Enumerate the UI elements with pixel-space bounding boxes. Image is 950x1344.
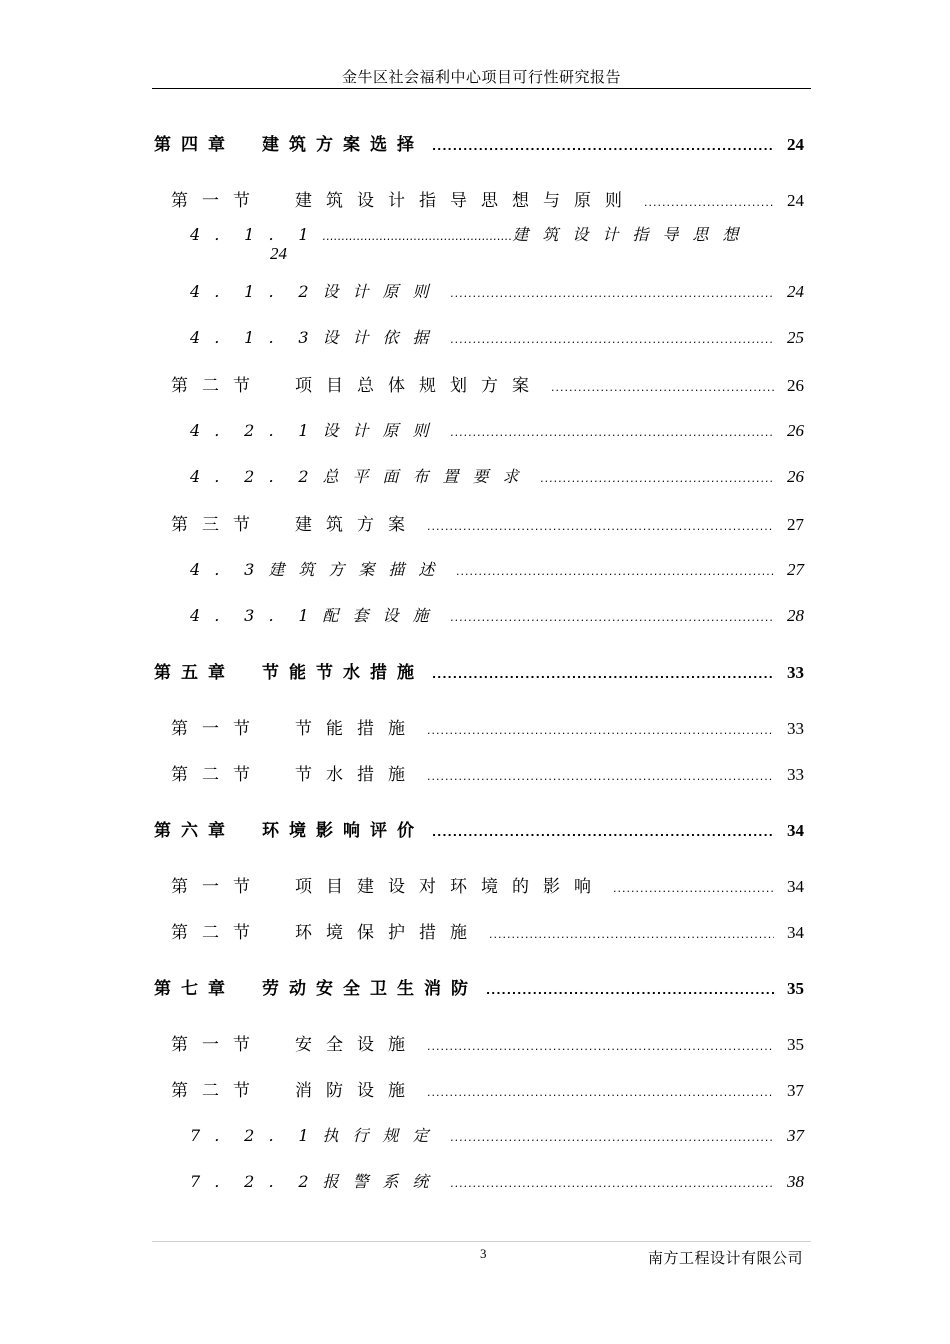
toc-page: 27 <box>787 560 804 579</box>
dot-leader <box>551 381 774 394</box>
toc-sub-7-2-2[interactable] <box>190 1169 804 1192</box>
toc-label: 第一节 建筑设计指导思想与原则 <box>171 191 636 211</box>
dot-leader <box>644 196 774 209</box>
footer-rule <box>152 1241 811 1242</box>
toc-section-7-2[interactable] <box>171 1076 804 1101</box>
toc-section-7-1[interactable] <box>171 1030 804 1055</box>
toc-label: 7．2．2报警系统 <box>190 1172 443 1191</box>
dot-leader <box>427 1040 774 1053</box>
page-header-title: 金牛区社会福利中心项目可行性研究报告 <box>341 68 621 86</box>
dot-leader <box>427 1086 774 1099</box>
toc-page: 33 <box>787 765 804 784</box>
toc-page: 34 <box>787 877 804 896</box>
toc-page: 35 <box>787 1035 804 1054</box>
toc-section-4-3[interactable] <box>171 510 804 535</box>
toc-chapter-6[interactable] <box>154 816 804 841</box>
toc-sub-4-2-1[interactable] <box>190 418 804 441</box>
page-number: 3 <box>480 1246 487 1261</box>
toc-number: 4．1．1 <box>190 225 323 244</box>
toc-label: 第五章 节能节水措施 <box>154 663 424 683</box>
toc-label: 第一节 安全设施 <box>171 1035 419 1055</box>
toc-page: 24 <box>270 244 287 263</box>
toc-page: 37 <box>787 1081 804 1100</box>
dot-leader <box>451 1177 774 1190</box>
dot-leader <box>432 140 774 153</box>
toc-page: 34 <box>787 821 804 840</box>
toc-page: 25 <box>787 328 804 347</box>
toc-sub-4-1-3[interactable] <box>190 325 804 348</box>
toc-label: 第二节 环境保护措施 <box>171 923 481 943</box>
dot-leader <box>613 882 774 895</box>
toc-label: 第二节 项目总体规划方案 <box>171 376 543 396</box>
dot-leader <box>541 472 774 485</box>
dot-leader <box>451 426 774 439</box>
toc-section-6-1[interactable] <box>171 872 804 897</box>
toc-page: 38 <box>787 1172 804 1191</box>
toc-label: 4．3建筑方案描述 <box>190 560 449 579</box>
dot-leader <box>451 287 774 300</box>
toc-page: 24 <box>787 135 804 154</box>
toc-label: 第七章 劳动安全卫生消防 <box>154 979 478 999</box>
toc-page: 26 <box>787 421 804 440</box>
toc-label: 第三节 建筑方案 <box>171 515 419 535</box>
toc-label: 4．3．1配套设施 <box>190 606 443 625</box>
dot-leader: .................................................. <box>322 230 513 243</box>
toc-page: 34 <box>787 923 804 942</box>
toc-label: 第一节 项目建设对环境的影响 <box>171 877 605 897</box>
company-name: 南方工程设计有限公司 <box>648 1249 804 1267</box>
toc-sub-4-2-2[interactable] <box>190 464 804 487</box>
dot-leader <box>489 928 774 941</box>
toc-page: 33 <box>787 719 804 738</box>
toc-page: 33 <box>787 663 804 682</box>
toc-label: 第六章 环境影响评价 <box>154 821 424 841</box>
toc-label: 4．2．1设计原则 <box>190 421 443 440</box>
toc-chapter-5[interactable] <box>154 658 804 683</box>
dot-leader <box>451 333 774 346</box>
toc-sub-4-1-2[interactable] <box>190 279 804 302</box>
toc-section-6-2[interactable] <box>171 918 804 943</box>
toc-page: 24 <box>787 282 804 301</box>
toc-section-5-1[interactable] <box>171 714 804 739</box>
toc-label: 第一节 节能措施 <box>171 719 419 739</box>
toc-section-4-1[interactable] <box>171 186 804 211</box>
dot-leader <box>451 611 774 624</box>
toc-section-5-2[interactable] <box>171 760 804 785</box>
dot-leader <box>486 984 774 997</box>
dot-leader <box>456 565 774 578</box>
toc-chapter-7[interactable] <box>154 974 804 999</box>
toc-label: 4．1．2设计原则 <box>190 282 443 301</box>
toc-page: 28 <box>787 606 804 625</box>
toc-label: 4．1．3设计依据 <box>190 328 443 347</box>
dot-leader <box>432 826 774 839</box>
toc-page: 24 <box>787 191 804 210</box>
toc-chapter-4[interactable] <box>154 130 804 155</box>
dot-leader <box>427 770 774 783</box>
toc-label: 7．2．1执行规定 <box>190 1126 443 1145</box>
toc-label: 第二节 节水措施 <box>171 765 419 785</box>
toc-label: 第四章 建筑方案选择 <box>154 135 424 155</box>
dot-leader <box>427 520 774 533</box>
toc-sub-7-2-1[interactable] <box>190 1123 804 1146</box>
toc-title: 建筑设计指导思想 <box>512 225 753 244</box>
toc-page: 26 <box>787 467 804 486</box>
toc-page: 27 <box>787 515 804 534</box>
dot-leader <box>427 724 774 737</box>
toc-page: 26 <box>787 376 804 395</box>
toc-sub-4-3[interactable] <box>190 557 804 580</box>
dot-leader <box>451 1131 774 1144</box>
toc-label: 4．2．2总平面布置要求 <box>190 467 533 486</box>
dot-leader <box>432 668 774 681</box>
toc-sub-4-1-1[interactable] <box>190 222 804 245</box>
toc-label: 第二节 消防设施 <box>171 1081 419 1101</box>
toc-page: 37 <box>787 1126 804 1145</box>
toc-sub-4-3-1[interactable] <box>190 603 804 626</box>
toc-section-4-2[interactable] <box>171 371 804 396</box>
toc-page: 35 <box>787 979 804 998</box>
